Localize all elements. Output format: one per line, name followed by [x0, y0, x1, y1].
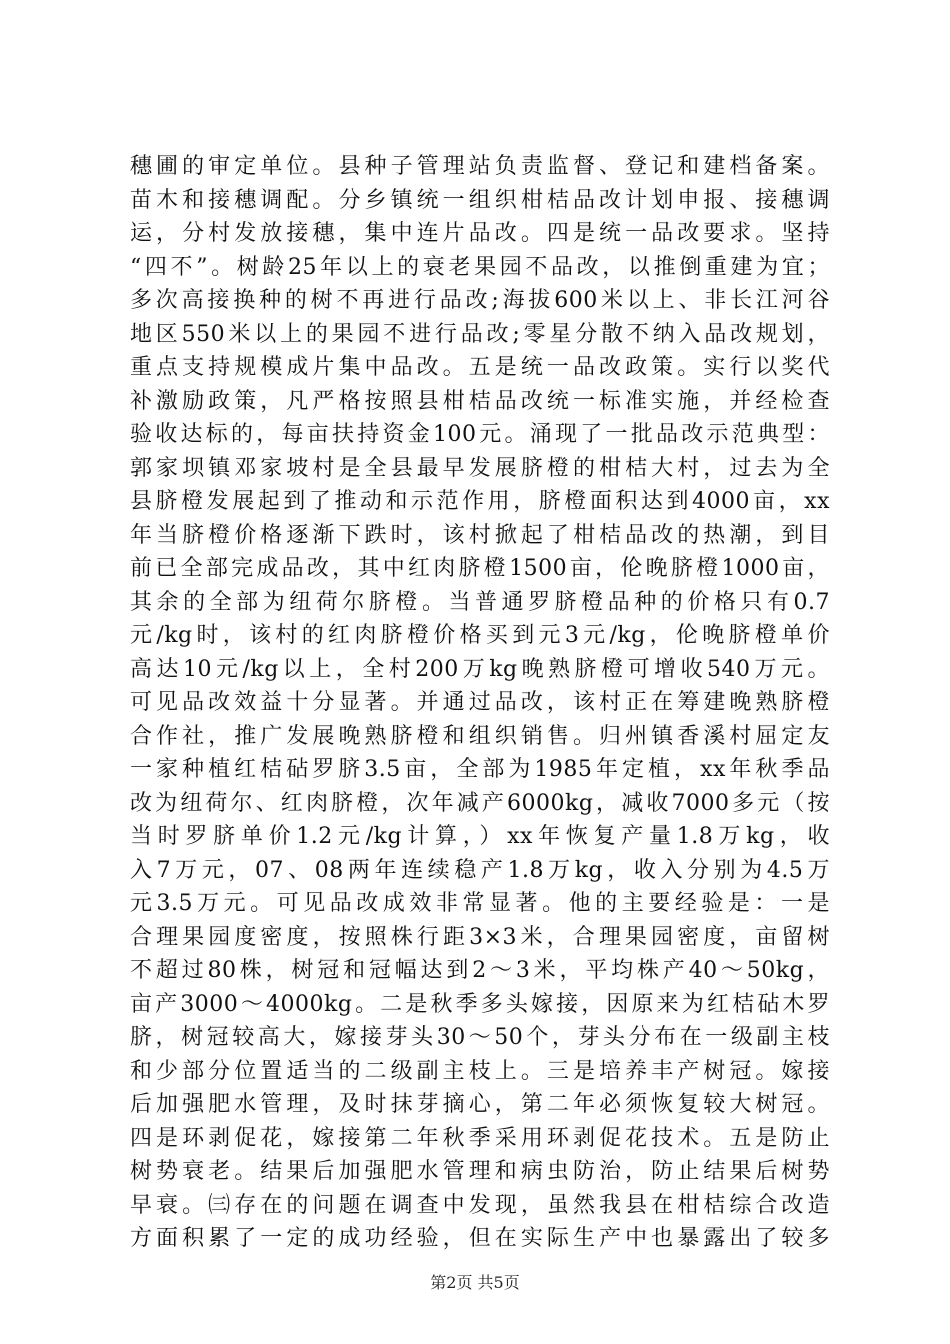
text-line: 高达10元/kg以上，全村200万kg晚熟脐橙可增收540万元。	[130, 656, 830, 682]
text-line: 其余的全部为纽荷尔脐橙。当普通罗脐橙品种的价格只有0.7	[130, 589, 830, 615]
text-line: 前已全部完成品改，其中红肉脐橙1500亩，伦晚脐橙1000亩，	[130, 556, 830, 581]
text-line: 当时罗脐单价1.2元/kg计算，）xx年恢复产量1.8万kg，收	[130, 824, 830, 849]
text-line: 验收达标的，每亩扶持资金100元。涌现了一批品改示范典型：	[130, 422, 830, 447]
text-line: 合理果园度密度，按照株行距3×3米，合理果园密度，亩留树	[130, 924, 830, 950]
text-line: 四是环剥促花，嫁接第二年秋季采用环剥促花技术。五是防止	[130, 1125, 830, 1151]
text-line: 后加强肥水管理，及时抹芽摘心，第二年必须恢复较大树冠。	[130, 1092, 830, 1117]
text-line: 多次高接换种的树不再进行品改;海拔600米以上、非长江河谷	[130, 288, 830, 313]
page-number-label: 第2页 共5页	[430, 1273, 520, 1292]
text-line: 重点支持规模成片集中品改。五是统一品改政策。实行以奖代	[130, 355, 830, 380]
text-line: 郭家坝镇邓家坡村是全县最早发展脐橙的柑桔大村，过去为全	[130, 455, 830, 481]
text-line: 合作社，推广发展晚熟脐橙和组织销售。归州镇香溪村屈定友	[130, 723, 830, 749]
text-line: 可见品改效益十分显著。并通过品改，该村正在筹建晚熟脐橙	[130, 690, 830, 715]
text-line: 入7万元，07、08两年连续稳产1.8万kg，收入分别为4.5万	[130, 857, 830, 883]
text-line: 不超过80株，树冠和冠幅达到2～3米，平均株产40～50kg，	[130, 958, 830, 983]
text-line: 补激励政策，凡严格按照县柑桔品改统一标准实施，并经检查	[130, 388, 830, 414]
text-line: 元3.5万元。可见品改成效非常显著。他的主要经验是：一是	[130, 891, 830, 916]
text-line: “四不”。树龄25年以上的衰老果园不品改，以推倒重建为宜；	[130, 254, 830, 280]
text-line: 亩产3000～4000kg。二是秋季多头嫁接，因原来为红桔砧木罗	[130, 991, 830, 1017]
text-line: 县脐橙发展起到了推动和示范作用，脐橙面积达到4000亩，xx	[130, 489, 830, 514]
text-line: 树势衰老。结果后加强肥水管理和病虫防治，防止结果后树势	[130, 1159, 830, 1184]
body-text	[130, 150, 830, 1256]
text-line: 一家种植红桔砧罗脐3.5亩，全部为1985年定植，xx年秋季品	[130, 757, 830, 782]
text-line: 改为纽荷尔、红肉脐橙，次年减产6000kg，减收7000多元（按	[130, 790, 830, 816]
text-line: 年当脐橙价格逐渐下跌时，该村掀起了柑桔品改的热潮，到目	[130, 522, 830, 548]
text-line: 方面积累了一定的成功经验，但在实际生产中也暴露出了较多	[130, 1226, 830, 1251]
text-line: 穗圃的审定单位。县种子管理站负责监督、登记和建档备案。	[130, 154, 830, 179]
page-footer	[0, 1270, 950, 1293]
text-line: 地区550米以上的果园不进行品改;零星分散不纳入品改规划，	[130, 321, 830, 347]
text-line: 早衰。㈢存在的问题在调查中发现，虽然我县在柑桔综合改造	[130, 1192, 830, 1218]
text-line: 苗木和接穗调配。分乡镇统一组织柑桔品改计划申报、接穗调	[130, 187, 830, 213]
text-line: 元/kg时，该村的红肉脐橙价格买到元3元/kg，伦晚脐橙单价	[130, 623, 830, 648]
text-line: 脐，树冠较高大，嫁接芽头30～50个，芽头分布在一级副主枝	[130, 1025, 830, 1050]
text-line: 运，分村发放接穗，集中连片品改。四是统一品改要求。坚持	[130, 221, 830, 246]
text-line: 和少部分位置适当的二级副主枝上。三是培养丰产树冠。嫁接	[130, 1058, 830, 1084]
